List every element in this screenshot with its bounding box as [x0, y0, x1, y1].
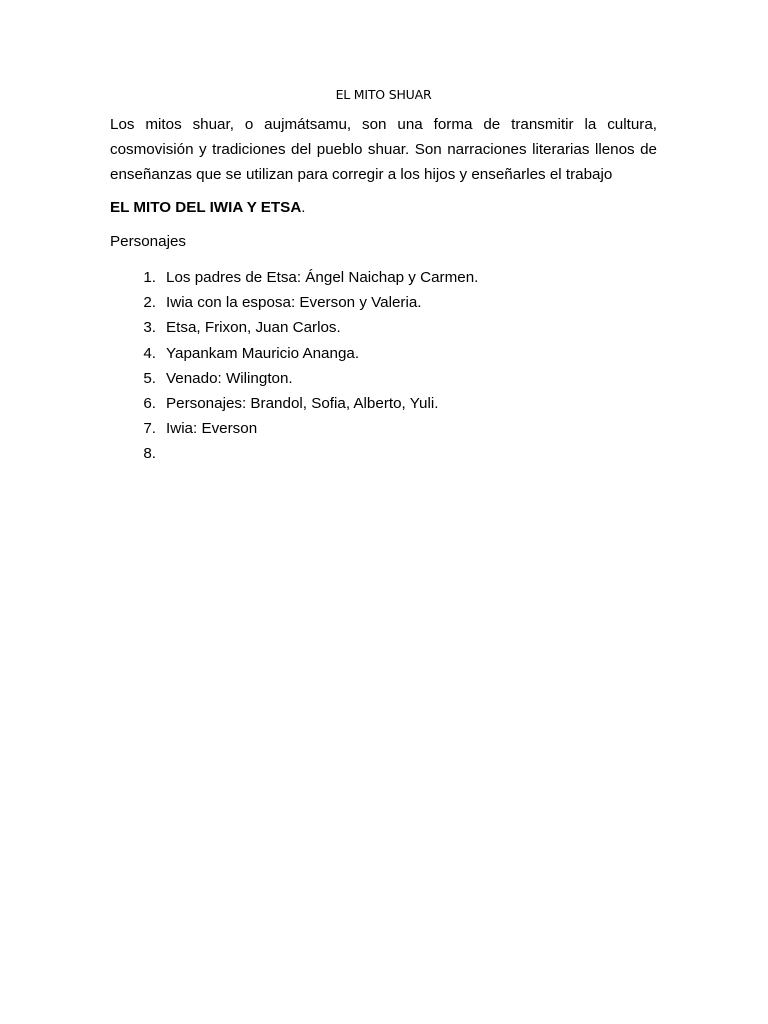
list-item-text: Venado: Wilington. — [166, 369, 293, 387]
section-heading — [110, 197, 657, 219]
list-item-number: 3. — [143, 319, 156, 337]
list-item-number: 8. — [143, 445, 156, 463]
list-item-number: 4. — [143, 344, 156, 362]
document-title: EL MITO SHUAR — [335, 87, 432, 102]
list-item-text: Los padres de Etsa: Ángel Naichap y Carmen. — [166, 269, 479, 286]
section-heading-period: . — [301, 199, 306, 216]
list-item — [110, 416, 657, 441]
list-item — [110, 391, 657, 416]
characters-list — [110, 265, 657, 467]
list-item — [110, 366, 657, 391]
list-item-text: Iwia: Everson — [166, 420, 258, 438]
list-item-text: Etsa, Frixon, Juan Carlos. — [166, 319, 341, 337]
list-item-number: 5. — [143, 369, 156, 387]
characters-label: Personajes — [110, 233, 186, 250]
list-item — [110, 315, 657, 340]
list-item-number: 2. — [143, 294, 156, 312]
list-item-number: 1. — [143, 269, 156, 286]
intro-paragraph: Los mitos shuar, o aujmátsamu, son una forma de transmitir la cultura, cosmovisión y tradiciones del pueblo shuar. Son narraciones literarias llenos de enseñanzas que se utilizan para corregir a los hijos y enseñarles el trabajo — [110, 116, 657, 183]
list-item — [110, 265, 657, 290]
list-item-text: Yapankam Mauricio Ananga. — [166, 344, 360, 362]
list-item — [110, 441, 657, 466]
list-item-number: 7. — [143, 420, 156, 438]
list-item — [110, 290, 657, 315]
document-page — [110, 86, 657, 467]
list-item-text: Iwia con la esposa: Everson y Valeria. — [166, 294, 422, 312]
list-item-number: 6. — [143, 395, 156, 413]
section-heading-text: EL MITO DEL IWIA Y ETSA — [110, 199, 302, 216]
list-item — [110, 341, 657, 366]
list-item-text: Personajes: Brandol, Sofia, Alberto, Yuli. — [166, 395, 439, 413]
